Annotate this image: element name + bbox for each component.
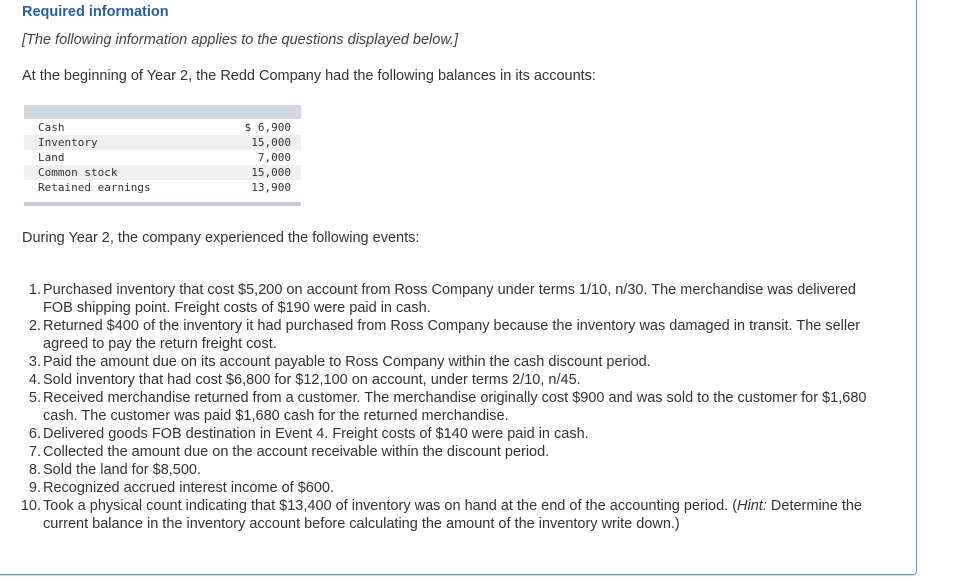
section-heading: Required information — [22, 4, 169, 20]
event-item — [20, 425, 880, 443]
event-text: Took a physical count indicating that $13,400 of inventory was on hand at the end of the accounting period. ( — [43, 498, 738, 514]
event-number: 9. — [28, 480, 41, 496]
account-amount: 13,900 — [251, 181, 291, 194]
event-number: 7. — [28, 444, 41, 460]
account-name: Inventory — [38, 136, 98, 149]
event-item — [20, 281, 880, 317]
events-list — [20, 281, 880, 533]
balance-row — [24, 150, 301, 165]
balance-row — [24, 120, 301, 135]
applies-note: [The following information applies to the questions displayed below.] — [22, 32, 459, 48]
event-item — [20, 371, 880, 389]
hint-label: Hint: — [737, 498, 767, 514]
event-text: Purchased inventory that cost $5,200 on account from Ross Company under terms 1/10, n/30. The merchandise was delivered FOB shipping point. Freight costs of $190 were paid in cash. — [43, 282, 856, 316]
event-number: 8. — [28, 462, 41, 478]
event-number: 3. — [28, 354, 41, 370]
account-name: Common stock — [38, 166, 118, 179]
event-number: 1. — [28, 282, 41, 298]
event-item — [20, 461, 880, 479]
event-item — [20, 497, 880, 533]
event-text: Recognized accrued interest income of $600. — [43, 480, 334, 496]
event-number: 2. — [28, 318, 41, 334]
account-name: Cash — [38, 121, 65, 134]
balance-row — [24, 135, 301, 150]
account-name: Land — [38, 151, 65, 164]
event-text: Collected the amount due on the account receivable within the discount period. — [43, 444, 550, 460]
balance-row — [24, 180, 301, 195]
event-number: 6. — [28, 426, 41, 442]
event-text: Returned $400 of the inventory it had purchased from Ross Company because the inventory was damaged in transit. The seller agreed to pay the return freight cost. — [43, 318, 861, 352]
event-text: Delivered goods FOB destination in Event 4. Freight costs of $140 were paid in cash. — [43, 426, 589, 442]
event-number: 10. — [20, 498, 41, 514]
event-number: 4. — [28, 372, 41, 388]
intro-text: At the beginning of Year 2, the Redd Company had the following balances in its accounts: — [22, 68, 596, 84]
account-amount: $ 6,900 — [244, 121, 291, 134]
event-item — [20, 389, 880, 425]
event-item — [20, 443, 880, 461]
event-number: 5. — [28, 390, 41, 406]
event-item — [20, 479, 880, 497]
balances-table — [24, 105, 301, 206]
events-intro: During Year 2, the company experienced the following events: — [22, 230, 420, 246]
balance-row — [24, 165, 301, 180]
hint-text: Determine the current balance in the inventory account before calculating the amount of the inventory write down.) — [43, 498, 862, 532]
event-text: Received merchandise returned from a customer. The merchandise originally cost $900 and was sold to the customer for $1,680 cash. The customer was paid $1,680 cash for the returned merchandise. — [43, 390, 867, 424]
event-text: Paid the amount due on its account payable to Ross Company within the cash discount period. — [43, 354, 651, 370]
event-text: Sold inventory that had cost $6,800 for $12,100 on account, under terms 2/10, n/45. — [43, 372, 581, 388]
account-amount: 15,000 — [251, 166, 291, 179]
event-text: Sold the land for $8,500. — [43, 462, 202, 478]
balances-table-footer — [24, 202, 301, 206]
account-amount: 15,000 — [251, 136, 291, 149]
balances-table-header — [24, 105, 301, 119]
event-item — [20, 317, 880, 353]
account-amount: 7,000 — [257, 151, 291, 164]
event-item — [20, 353, 880, 371]
account-name: Retained earnings — [38, 181, 151, 194]
